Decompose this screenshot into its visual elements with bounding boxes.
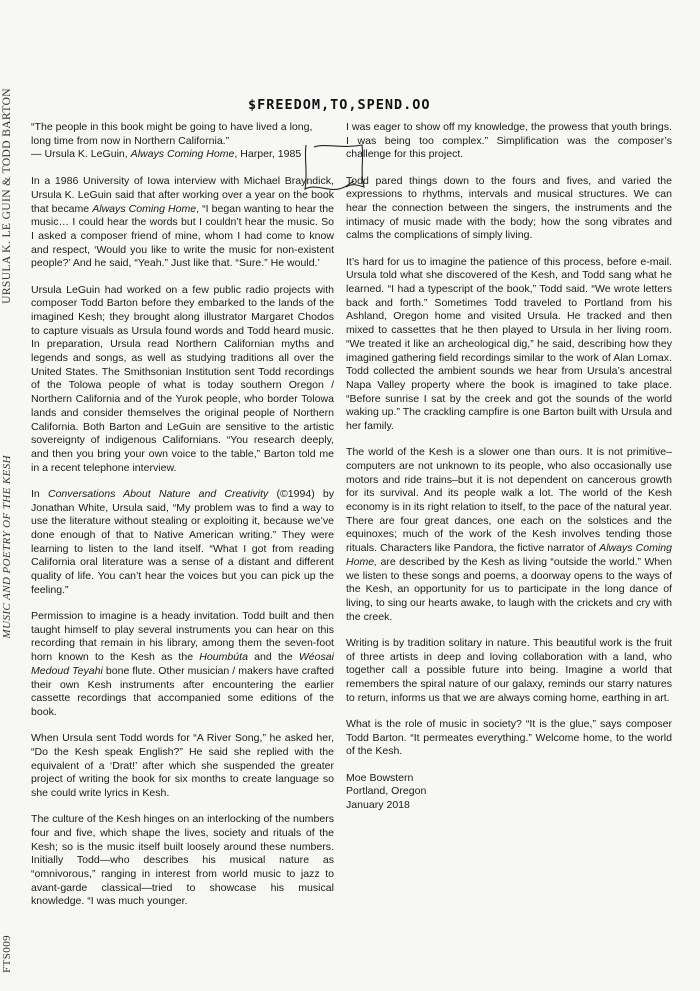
- paragraph: Ursula LeGuin had worked on a few public radio projects with composer Todd Barton before they embarked to the lands of the imagined Kesh; they brought along illustrator Margaret Chodos to capture visuals as Ursula found words and Todd heard music. In preparation, Ursula read Northern Californian myths and legends and songs, as well as studying traditions all over the United States. The Smithsonian Institution sent Todd recordings of the Tolowa people of what is today southern Oregon / Northern California and of the Yurok people, who border Tolowa lands and consider themselves the original people of Northern California. Both Barton and LeGuin are sensitive to the artistic sovereignty of indigenous Californians. “You research deeply, and then you bring your own voice to the table,” Barton told me in a recent telephone interview.: [31, 283, 334, 474]
- instrument-name: Wéosai Medoud Teyahi: [31, 651, 334, 677]
- paragraph: What is the role of music in society? “It is the glue,” says composer Todd Barton. “It permeates everything.” Welcome home, to the world of the Kesh.: [346, 717, 672, 758]
- paragraph: [31, 488, 334, 598]
- text-run: Permission to imagine is a heady invitation. Todd built and then taught himself to play several instruments you can hear on this recording that remain in his library, among them the seven-foot horn known to the Kesh as the: [31, 610, 334, 664]
- epigraph-attr-prefix: — Ursula K. LeGuin,: [31, 148, 131, 161]
- text-run: (©1994) by Jonathan White, Ursula said, “My problem was to find a way to use the literature without stealing or exploiting it, because we’ve done enough of that to Native American writing.” They were learning to listen to the land itself. “What I got from reading California oral literature was a sense of a distant and different quality of life. You can’t hear the voices but you can pick up the feeling.”: [31, 487, 335, 596]
- author-location: Portland, Oregon: [346, 785, 427, 798]
- book-title: Always Coming Home: [92, 202, 197, 215]
- left-column: [31, 121, 334, 922]
- epigraph: [31, 121, 334, 162]
- catalog-number: FTS009: [1, 935, 13, 973]
- epigraph-quote: “The people in this book might be going to have lived a long, long time from now in Northern California.”: [31, 121, 313, 147]
- right-column: [346, 121, 672, 813]
- label-brand-heading: $FREEDOM,TO,SPEND.OO: [248, 97, 431, 113]
- paragraph: [346, 446, 672, 624]
- text-run: In a 1986 University of Iowa interview with Michael Brayndick, Ursula K. LeGuin said that after working over a year on the book that became: [31, 175, 334, 215]
- paragraph: The culture of the Kesh hinges on an interlocking of the numbers four and five, which shape the lives, society and rituals of the Kesh; so is the music itself built loosely around these numbers. Initially Todd—who describes his musical nature as “omnivorous,” ranging in interest from world music to jazz to avant-garde classical—tried to showcase his musical knowledge. “I was much younger.: [31, 813, 334, 908]
- text-run: , “I began wanting to hear the music… I could hear the words but I couldn’t hear the music. So I asked a composer friend of mine, whom I had come to know and respect, ‘Would you like to write the music for non-existent people?’ And he said, “Yeah.” Just like that. “Sure.” He would.’: [31, 202, 334, 270]
- spine: [0, 0, 16, 991]
- epigraph-book-title: Always Coming Home: [130, 148, 235, 161]
- author-name: Moe Bowstern: [346, 771, 414, 784]
- paragraph: Writing is by tradition solitary in nature. This beautiful work is the fruit of three artists in deep and loving collaboration with a land, who together call a possible future into being. Imagine a world that remembers the spiral nature of our galaxy, reminds our starry natures to return, informs us that we are always coming home, earthing in art.: [346, 636, 672, 704]
- date: January 2018: [346, 798, 410, 811]
- text-run: bone flute. Other musician / makers have crafted their own Kesh instruments after encountering the earlier cassette recordings that accompanied some editions of the book.: [31, 664, 335, 718]
- paragraph: [31, 175, 334, 271]
- text-run: In: [31, 487, 48, 500]
- paragraph: I was eager to show off my knowledge, the prowess that youth brings. I was being too complex.” Simplification was the composer’s challenge for this project.: [346, 121, 672, 161]
- text-run: and the: [247, 651, 299, 664]
- text-run: The world of the Kesh is a slower one than ours. It is not primitive–computers are not unknown to its people, who also occasionally use motors and ride trains–but it is not dependent on cancerous growth for its survival. And its people walk a lot. The world of the Kesh economy is in its right relation to itself, to the pace of the natural year. There are four great dances, one each on the solstices and the equinoxes; much of the work of the Kesh involves tending those rituals. Characters like Pandora, the fictive narrator of: [346, 446, 672, 555]
- book-title: Conversations About Nature and Creativity: [47, 487, 269, 500]
- spine-title: MUSIC AND POETRY OF THE KESH: [1, 455, 13, 639]
- instrument-name: Houmbúta: [199, 651, 248, 664]
- book-title: Always Coming Home,: [346, 542, 672, 568]
- paragraph: It’s hard for us to imagine the patience of this process, before e-mail. Ursula told what she discovered of the Kesh, and Todd sang what he learned. “I had a typescript of the book,” Todd said. “We wrote letters back and forth.” Sometimes Todd traveled to Portland from his Ashland, Oregon home and visited Ursula. He tracked and then mixed to cassettes that he then played to Ursula in her living room. “We treated it like an archeological dig,” he said, describing how they imagined gathering field recordings similar to the work of Alan Lomax. Todd collected the ambient sounds we hear from Ursula’s ancestral Napa Valley property where the book is imagined to take place. “Before sunrise I sat by the creek and got the sounds of the world waking up.” The crackling campfire is one Barton built with Ursula and her family.: [346, 255, 672, 433]
- epigraph-attr-suffix: , Harper, 1985: [234, 148, 302, 161]
- spine-authors: URSULA K. LE GUIN & TODD BARTON: [1, 88, 13, 304]
- signature-block: [346, 772, 672, 813]
- text-run: are described by the Kesh as living “outside the world.” When we listen to these songs and poems, a doorway opens to the ways of the Kesh, an opportunity for us to participate in the long dance of living, to sing our hearts awake, to laugh with the crickets and cry with the creek.: [346, 555, 672, 623]
- paragraph: [31, 610, 334, 720]
- paragraph: When Ursula sent Todd words for “A River Song,” he asked her, “Do the Kesh speak English?” He said she replied with the equivalent of a ‘Drat!’ after which she suspended the greater project of writing the book for six months to create language so she could write lyrics in Kesh.: [31, 732, 334, 799]
- paragraph: Todd pared things down to the fours and fives, and varied the expressions to rhythms, intervals and musical structures. We can hear the connection between the singers, the instruments and the intimacy of music made with the body; how the song vibrates and calms the complications of simply living.: [346, 174, 672, 242]
